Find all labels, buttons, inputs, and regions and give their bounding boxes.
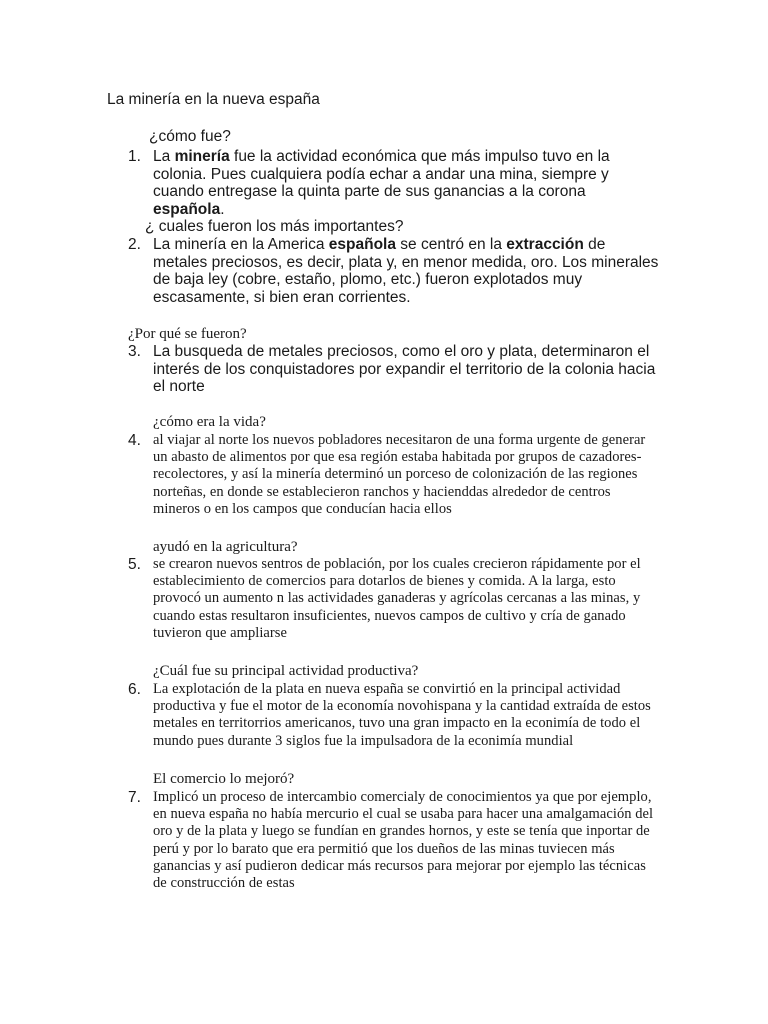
question-heading: ¿cómo era la vida? (153, 414, 266, 430)
list-item-text (153, 148, 660, 218)
text-run: al viajar al norte los nuevos pobladores necesitaron de una forma urgente de generar un abasto de alimentos por que esa región estaba habitada por grupos de cazadores-recolectores, y así la minería determinó un porceso de colonización de las regiones norteñas, en donde se establecieron ranchos y hacienddas alrededor de centros mineros o en los campos que conducían hacia ellos (153, 432, 646, 517)
question-heading: ¿cómo fue? (149, 128, 231, 145)
document-title: La minería en la nueva españa (107, 91, 320, 108)
text-run: fue la actividad económica que más impulso tuvo en la colonia. Pues cualquiera podía echar a andar una mina, siempre y cuando entregase la quinta parte de sus ganancias a la corona (153, 148, 610, 200)
list-item-number: 2. (128, 236, 141, 253)
question-heading: ¿Por qué se fueron? (128, 326, 247, 342)
list-item (128, 432, 660, 518)
bold-text-run: extracción (506, 236, 584, 253)
question-heading: El comercio lo mejoró? (153, 771, 295, 787)
text-run: La (153, 148, 175, 165)
list-item-text (153, 789, 660, 892)
list-item-number: 1. (128, 148, 141, 165)
text-run: Implicó un proceso de intercambio comercialy de conocimientos ya que por ejemplo, en nueva españa no había mercurio el cual se usaba para hacer una amalgamación del oro y de la plata y luego se fundían en grandes hornos, y este se tenía que inportar de perú y por lo barato que era permitió que los dueños de las minas tuviecen más ganancias y así pudieron dedicar más recursos para mejorar por ejemplo las técnicas de construcción de estas (153, 789, 654, 892)
text-run: se crearon nuevos sentros de población, por los cuales crecieron rápidamente por el establecimiento de comercios para dotarlos de bienes y comida. A la larga, esto provocó un aumento n las actividades ganaderas y agrícolas cercanas a las minas, y cuando estas resultaron insuficientes, nuevos campos de cultivo y cría de ganado tuvieron que ampliarse (153, 556, 641, 641)
list-item (128, 236, 660, 306)
list-item-number: 7. (128, 789, 141, 806)
text-run: de metales preciosos, es decir, plata y, en menor medida, oro. Los minerales de baja ley (cobre, estaño, plomo, etc.) fueron explotados muy escasamente, si bien eran corrientes. (153, 236, 659, 306)
text-run: La busqueda de metales preciosos, como el oro y plata, determinaron el interés de los conquistadores por expandir el territorio de la colonia hacia el norte (153, 343, 656, 395)
list-item (128, 343, 660, 396)
list-item-text (153, 432, 660, 518)
list-item (128, 681, 660, 750)
bold-text-run: española (153, 200, 221, 218)
list-item-text (153, 681, 660, 750)
bold-text-run: española (328, 236, 396, 253)
list-item-number: 5. (128, 556, 141, 573)
text-run: La explotación de la plata en nueva españa se convirtió en la principal actividad productiva y fue el motor de la economía novohispana y la cantidad extraída de estos metales en territorrios americanos, tuvo una gran impacto en la econimía de todo el mundo pues durante 3 siglos fue la impulsadora de la econimía mundial (153, 681, 651, 749)
question-heading: ayudó en la agricultura? (153, 539, 298, 555)
list-item (128, 556, 660, 642)
list-item-text (153, 556, 660, 642)
list-item-number: 4. (128, 432, 141, 449)
list-item-text (153, 343, 660, 396)
text-run: La minería en la America (153, 236, 329, 253)
bold-text-run: minería (174, 148, 230, 165)
list-item-number: 6. (128, 681, 141, 698)
list-item-text (153, 236, 660, 306)
list-item (128, 148, 660, 218)
question-heading: ¿Cuál fue su principal actividad productiva? (153, 663, 419, 679)
text-run: se centró en la (395, 236, 507, 253)
list-item-number: 3. (128, 343, 141, 360)
text-run: . (220, 200, 225, 218)
question-heading: ¿ cuales fueron los más importantes? (145, 218, 404, 235)
list-item (128, 789, 660, 892)
